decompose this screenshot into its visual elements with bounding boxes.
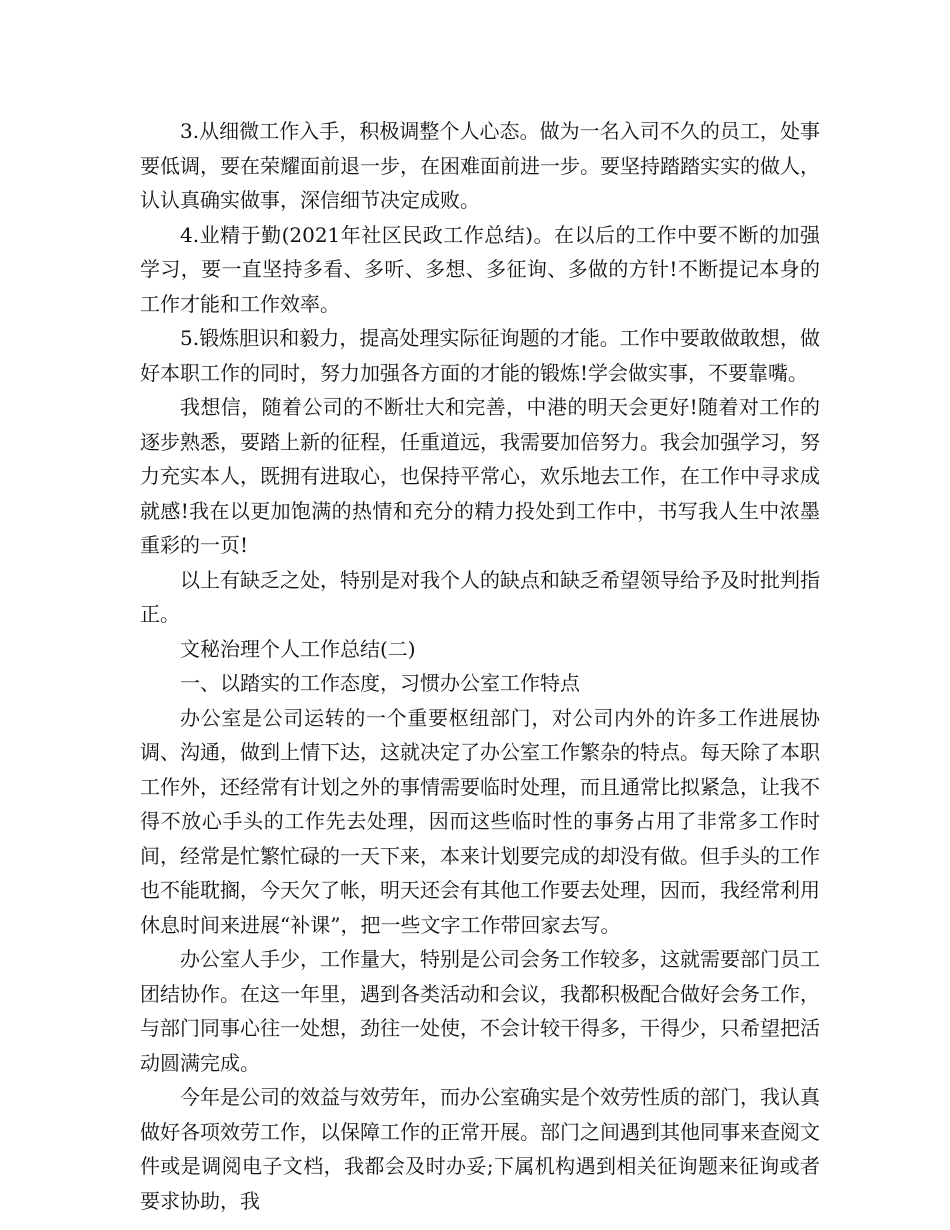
subsection-title: 一、以踏实的工作态度，习惯办公室工作特点 — [180, 671, 580, 695]
paragraph-point-4: 4.业精于勤(2021年社区民政工作总结)。在以后的工作中要不断的加强学习，要一直坚持多看、多听、多想、多征询、多做的方针!不断提记本身的工作才能和工作效率。 — [140, 222, 820, 316]
paragraph-point-3: 3.从细微工作入手，积极调整个人心态。做为一名入司不久的员工，处事要低调，要在荣耀面前退一步，在困难面前进一步。要坚持踏踏实实的做人，认认真确实做事，深信细节决定成败。 — [140, 119, 820, 212]
paragraph-closing: 以上有缺乏之处，特别是对我个人的缺点和缺乏希望领导给予及时批判指正。 — [140, 567, 820, 626]
document-body — [140, 114, 820, 1218]
paragraph-outlook: 我想信，随着公司的不断壮大和完善，中港的明天会更好!随着对工作的逐步熟悉，要踏上新的征程，任重道远，我需要加倍努力。我会加强学习，努力充实本人，既拥有进取心，也保持平常心，欢乐地去工作，在工作中寻求成就感!我在以更加饱满的热情和充分的精力投处到工作中，书写我人生中浓墨重彩的一页! — [140, 395, 820, 557]
section-title: 文秘治理个人工作总结(二) — [180, 636, 416, 661]
paragraph-office-role: 办公室是公司运转的一个重要枢纽部门，对公司内外的许多工作进展协调、沟通，做到上情下达，这就决定了办公室工作繁杂的特点。每天除了本职工作外，还经常有计划之外的事情需要临时处理，而且通常比拟紧急，让我不得不放心手头的工作先去处理，因而这些临时性的事务占用了非常多工作时间，经常是忙繁忙碌的一天下来，本来计划要完成的却没有做。但手头的工作也不能耽搁，今天欠了帐，明天还会有其他工作要去处理，因而，我经常利用休息时间来进展“补课”，把一些文字工作带回家去写。 — [140, 705, 820, 937]
paragraph-point-5: 5.锻炼胆识和毅力，提高处理实际征询题的才能。工作中要敢做敢想，做好本职工作的同时，努力加强各方面的才能的锻炼!学会做实事，不要靠嘴。 — [140, 326, 820, 385]
paragraph-service: 今年是公司的效益与效劳年，而办公室确实是个效劳性质的部门，我认真做好各项效劳工作，以保障工作的正常开展。部门之间遇到其他同事来查阅文件或是调阅电子文档，我都会及时办妥;下属机构遇到相关征询题来征询或者要求协助，我 — [140, 1085, 820, 1213]
paragraph-teamwork: 办公室人手少，工作量大，特别是公司会务工作较多，这就需要部门员工团结协作。在这一年里，遇到各类活动和会议，我都积极配合做好会务工作，与部门同事心往一处想，劲往一处使，不会计较干得多，干得少，只希望把活动圆满完成。 — [140, 947, 820, 1075]
